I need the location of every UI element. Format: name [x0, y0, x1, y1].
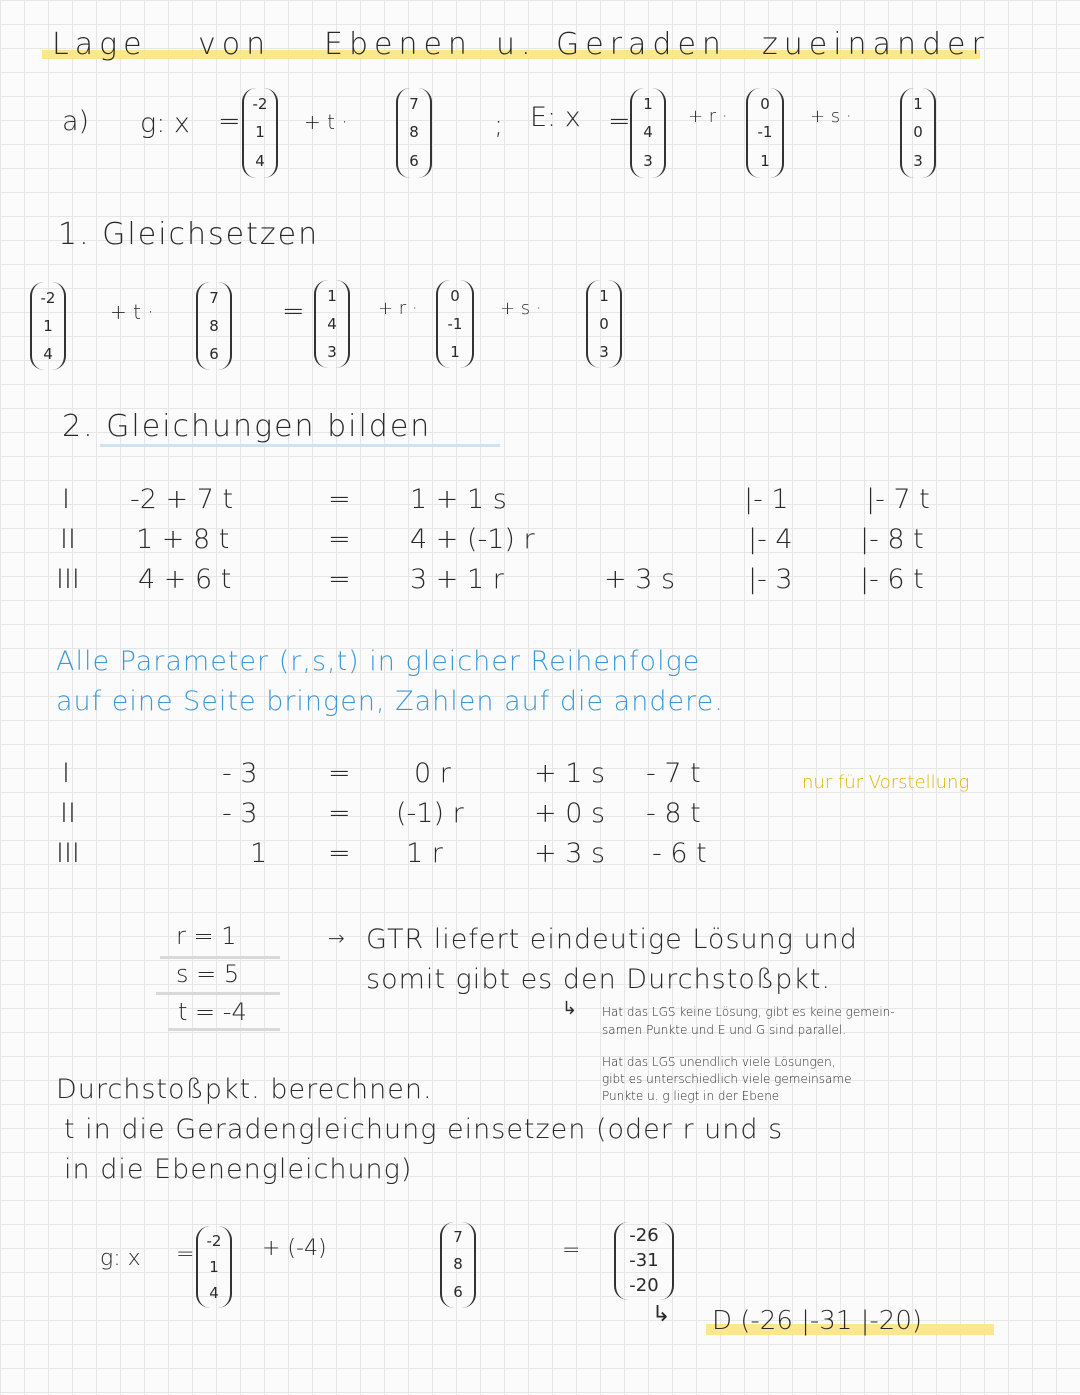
eq2-t-3: - 6 t: [652, 838, 707, 869]
eq1-rhs-2: 4 + (-1) r: [410, 524, 535, 555]
eq1-op1-2: |- 4: [748, 524, 793, 555]
step1-g-support-vector: -2 1 4: [30, 282, 66, 370]
e-label: E: x: [530, 102, 581, 133]
eq2-num-3: III: [56, 838, 80, 869]
eq1-lhs-3: 4 + 6 t: [138, 564, 232, 595]
g-equals: =: [218, 106, 241, 137]
gtr-line2: somit gibt es den Durchstoßpkt.: [366, 964, 832, 995]
step2-underline: [100, 444, 500, 447]
final-equals: =: [176, 1242, 195, 1267]
e-direction1-vector: 0 -1 1: [746, 88, 784, 178]
solution-r: r = 1: [176, 922, 237, 950]
final-g-label: g: x: [100, 1246, 141, 1271]
note-blue-line1: Alle Parameter (r,s,t) in gleicher Reihenfolge: [56, 646, 701, 677]
eq1-num-2: II: [60, 524, 76, 555]
step1-plus-s: + s ·: [500, 298, 542, 319]
solution-s-underline: [156, 992, 280, 995]
gtr-arrow: →: [328, 926, 345, 950]
g-label: g: x: [140, 108, 190, 139]
eq1-rhs2-3: + 3 s: [604, 564, 676, 595]
eq1-lhs-1: -2 + 7 t: [130, 484, 234, 515]
eq1-eq-2: =: [328, 524, 351, 555]
title-word-u: u.: [496, 27, 537, 62]
final-result-vector: -26 -31 -20: [614, 1222, 674, 1300]
small-note-1a: Hat das LGS keine Lösung, gibt es keine gemein-: [602, 1005, 895, 1019]
eq2-r-2: (-1) r: [396, 798, 464, 829]
eq2-s-1: + 1 s: [534, 758, 606, 789]
separator: ;: [494, 110, 504, 141]
eq1-lhs-2: 1 + 8 t: [136, 524, 230, 555]
eq2-num-2: II: [60, 798, 76, 829]
part-a-label: a): [62, 106, 90, 137]
eq2-lhs-1: - 3: [222, 758, 258, 789]
eq2-t-2: - 8 t: [646, 798, 701, 829]
eq1-op1-1: |- 1: [744, 484, 789, 515]
title-word-lage: Lage: [52, 27, 148, 62]
final-support-vector: -2 1 4: [196, 1226, 232, 1308]
eq1-rhs-3: 3 + 1 r: [410, 564, 504, 595]
solution-s: s = 5: [176, 960, 240, 988]
title-word-von: von: [198, 27, 272, 62]
eq2-lhs-3: 1: [250, 838, 268, 869]
eq2-r-3: 1 r: [406, 838, 443, 869]
eq2-eq-1: =: [328, 758, 351, 789]
step1-equals: =: [282, 296, 305, 327]
final-plus-param: + (-4): [262, 1236, 327, 1261]
eq1-op2-1: |- 7 t: [866, 484, 930, 515]
eq1-op1-3: |- 3: [748, 564, 793, 595]
final-result-arrow: ↳: [652, 1302, 671, 1327]
e-equals: =: [608, 106, 631, 137]
eq2-num-1: I: [62, 758, 70, 789]
step1-g-direction-vector: 7 8 6: [196, 282, 232, 370]
eq2-t-1: - 7 t: [646, 758, 701, 789]
step1-plus-t: + t ·: [110, 300, 154, 324]
note-yellow: nur für Vorstellung: [802, 772, 970, 793]
small-note-2a: Hat das LGS unendlich viele Lösungen,: [602, 1055, 836, 1069]
eq1-num-1: I: [62, 484, 70, 515]
eq1-rhs-1: 1 + 1 s: [410, 484, 507, 515]
small-note-2c: Punkte u. g liegt in der Ebene: [602, 1089, 780, 1103]
eq2-s-3: + 3 s: [534, 838, 606, 869]
solution-t: t = -4: [178, 998, 247, 1026]
e-support-vector: 1 4 3: [630, 88, 666, 178]
step1-e-support-vector: 1 4 3: [314, 280, 350, 368]
step1-e-direction1-vector: 0 -1 1: [436, 280, 474, 368]
eq1-num-3: III: [56, 564, 80, 595]
title-word-zueinander: zueinander: [762, 27, 990, 62]
step2-title: 2. Gleichungen bilden: [62, 409, 432, 444]
final-equals2: =: [562, 1238, 581, 1263]
intersection-point: D (-26 |-31 |-20): [712, 1306, 923, 1336]
eq2-s-2: + 0 s: [534, 798, 606, 829]
e-direction2-vector: 1 0 3: [900, 88, 936, 178]
solution-r-underline: [160, 956, 280, 959]
eq2-eq-2: =: [328, 798, 351, 829]
small-note-arrow: ↳: [562, 998, 578, 1019]
calc-line1: Durchstoßpkt. berechnen.: [56, 1074, 433, 1105]
e-plus-s: + s ·: [810, 106, 852, 127]
eq1-op2-2: |- 8 t: [860, 524, 924, 555]
eq2-lhs-2: - 3: [222, 798, 258, 829]
g-support-vector: -2 1 4: [242, 88, 278, 178]
step1-e-direction2-vector: 1 0 3: [586, 280, 622, 368]
gtr-line1: GTR liefert eindeutige Lösung und: [366, 924, 858, 955]
small-note-2b: gibt es unterschiedlich viele gemeinsame: [602, 1072, 852, 1086]
eq1-eq-1: =: [328, 484, 351, 515]
title-word-geraden: Geraden: [556, 27, 727, 62]
eq2-r-1: 0 r: [414, 758, 451, 789]
eq1-eq-3: =: [328, 564, 351, 595]
small-note-1b: samen Punkte und E und G sind parallel.: [602, 1023, 847, 1037]
g-direction-vector: 7 8 6: [396, 88, 432, 178]
step1-title: 1. Gleichsetzen: [58, 217, 320, 252]
note-blue-line2: auf eine Seite bringen, Zahlen auf die andere.: [56, 686, 724, 717]
calc-line3: in die Ebenengleichung): [64, 1154, 413, 1185]
calc-line2: t in die Geradengleichung einsetzen (oder r und s: [64, 1114, 784, 1145]
eq2-eq-3: =: [328, 838, 351, 869]
eq1-op2-3: |- 6 t: [860, 564, 924, 595]
solution-t-underline: [168, 1028, 280, 1031]
step1-plus-r: + r ·: [378, 298, 418, 319]
final-direction-vector: 7 8 6: [440, 1222, 476, 1308]
e-plus-r: + r ·: [688, 106, 728, 127]
title-word-ebenen: Ebenen: [324, 27, 473, 62]
g-plus-t: + t ·: [304, 110, 348, 134]
